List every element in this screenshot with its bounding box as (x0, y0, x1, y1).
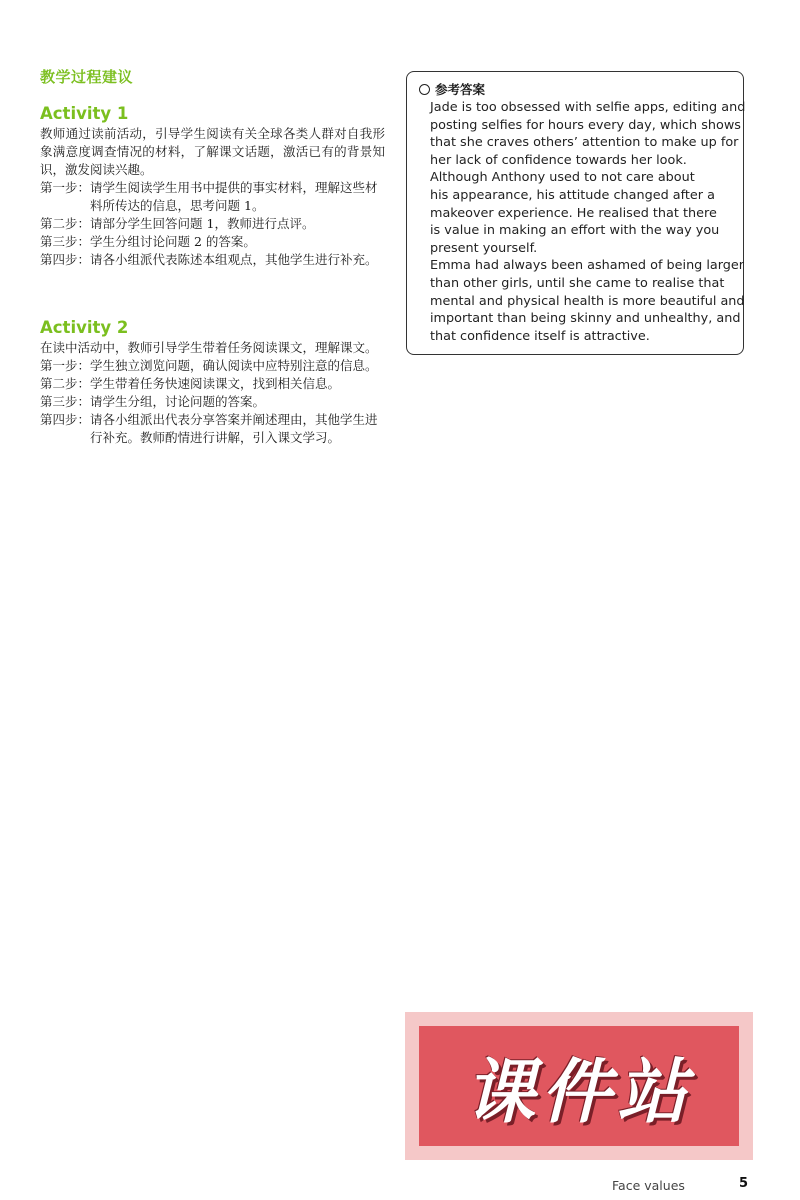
activity-2-step-2 (40, 375, 385, 393)
activity-1-step-2 (40, 215, 385, 233)
step-label: 第四步： (40, 252, 91, 267)
activity-1-step-1 (40, 179, 385, 215)
step-label: 第二步： (40, 376, 91, 391)
section-heading: 教学过程建议 (40, 68, 134, 86)
watermark-text: 课件站 (465, 1050, 693, 1133)
step-text: 请各小组派代表陈述本组观点，其他学生进行补充。 (90, 252, 378, 267)
answer-heading-text: 参考答案 (435, 82, 486, 97)
watermark-stamp (405, 1012, 753, 1160)
step-text: 请学生阅读学生用书中提供的事实材料，理解这些材料所传达的信息，思考问题 1。 (90, 180, 378, 213)
answer-line: present yourself. (430, 240, 538, 256)
answer-lines (430, 99, 746, 345)
answer-line: her lack of confidence towards her look. (430, 152, 687, 168)
activity-2-step-3 (40, 393, 385, 411)
answer-line: mental and physical health is more beautiful and (430, 293, 745, 309)
answer-line: Jade is too obsessed with selfie apps, editing and (430, 100, 746, 115)
page-number: 5 (739, 1176, 749, 1191)
answer-line: important than being skinny and unhealthy, and (430, 311, 741, 327)
answer-line: than other girls, until she came to realise that (430, 275, 725, 291)
step-text: 请各小组派出代表分享答案并阐述理由，其他学生进行补充。教师酌情进行讲解，引入课文学习。 (90, 412, 378, 445)
answer-line: Although Anthony used to not care about (430, 170, 695, 186)
reference-answer-box (406, 71, 744, 355)
step-text: 学生独立浏览问题，确认阅读中应特别注意的信息。 (90, 358, 378, 373)
footer-title: Face values (612, 1178, 685, 1193)
answer-line: posting selfies for hours every day, which shows (430, 117, 741, 133)
answer-line: makeover experience. He realised that there (430, 205, 717, 221)
activity-1-step-3 (40, 233, 385, 251)
step-label: 第三步： (40, 234, 91, 249)
step-label: 第二步： (40, 216, 91, 231)
watermark-stamp-inner (419, 1026, 739, 1146)
activity-2-block (40, 318, 385, 447)
activity-2-title: Activity 2 (40, 318, 129, 337)
activity-2-intro: 在读中活动中，教师引导学生带着任务阅读课文，理解课文。 (40, 340, 378, 355)
step-label: 第三步： (40, 394, 91, 409)
answer-line: Emma had always been ashamed of being larger (430, 258, 745, 274)
step-text: 学生分组讨论问题 2 的答案。 (90, 234, 256, 249)
step-label: 第一步： (40, 180, 91, 195)
activity-1-step-4 (40, 251, 385, 269)
step-text: 请部分学生回答问题 1，教师进行点评。 (90, 216, 315, 231)
activity-2-step-1 (40, 357, 385, 375)
step-text: 学生带着任务快速阅读课文，找到相关信息。 (90, 376, 341, 391)
activity-1-intro: 教师通过读前活动，引导学生阅读有关全球各类人群对自我形象满意度调查情况的材料，了解课文话题，激活已有的背景知识，激发阅读兴趣。 (40, 126, 385, 177)
answer-line: that she craves others’ attention to make up for (430, 135, 739, 151)
answer-line: that confidence itself is attractive. (430, 328, 650, 344)
circle-bullet-icon (419, 84, 430, 95)
answer-line: is value in making an effort with the way you (430, 223, 720, 239)
activity-1-block (40, 104, 385, 269)
answer-line: his appearance, his attitude changed after a (430, 187, 715, 203)
step-text: 请学生分组，讨论问题的答案。 (90, 394, 266, 409)
step-label: 第四步： (40, 412, 91, 427)
activity-2-step-4 (40, 411, 385, 447)
answer-heading (419, 80, 733, 98)
activity-1-title: Activity 1 (40, 104, 129, 123)
step-label: 第一步： (40, 358, 91, 373)
